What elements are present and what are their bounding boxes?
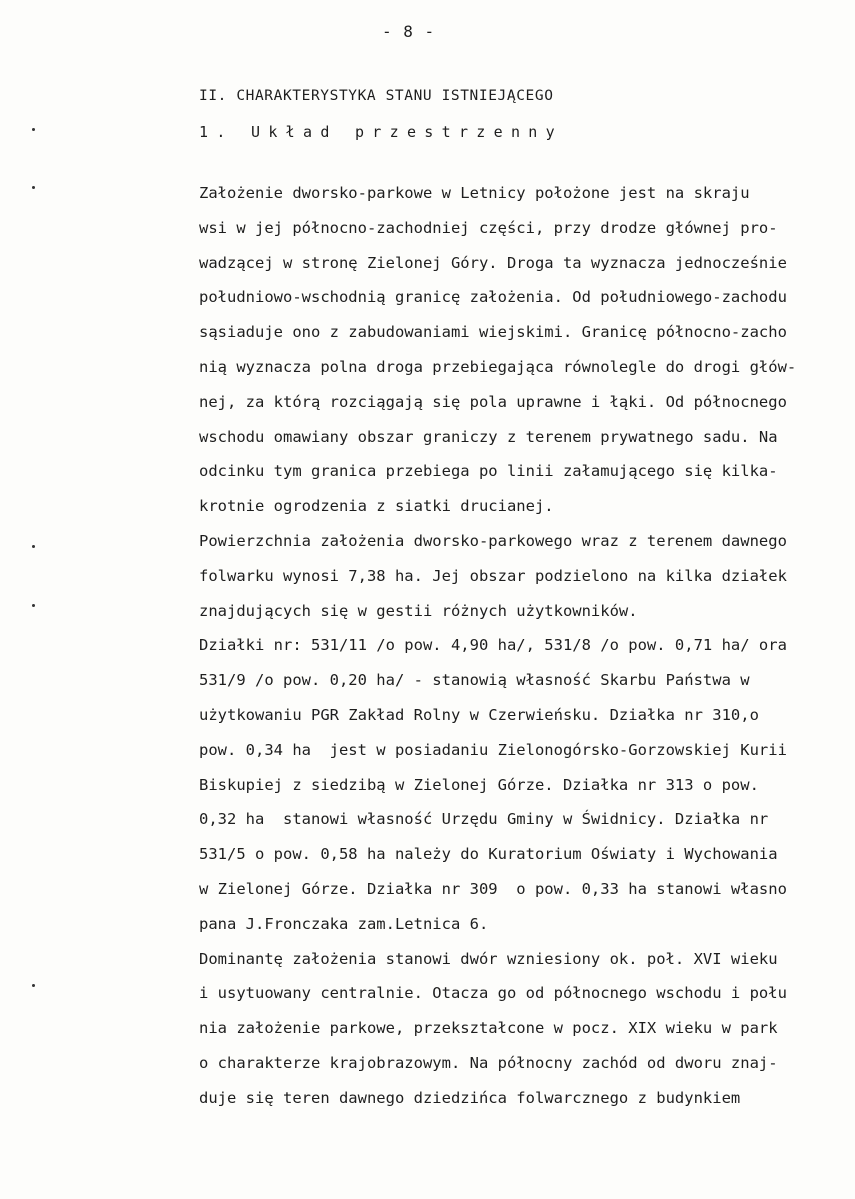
text-line: o charakterze krajobrazowym. Na północny zachód od dworu znaj- [199,1053,778,1072]
margin-mark [32,604,35,607]
text-line: użytkowaniu PGR Zakład Rolny w Czerwieńsku. Działka nr 310,o [199,705,759,724]
text-line: nej, za którą rozciągają się pola uprawne i łąki. Od północnego [199,392,787,411]
text-line: duje się teren dawnego dziedzińca folwarcznego z budynkiem [199,1088,741,1107]
text-line: i usytuowany centralnie. Otacza go od północnego wschodu i połu [199,984,787,1003]
text-line: 531/5 o pow. 0,58 ha należy do Kuratorium Oświaty i Wychowania [199,845,778,864]
margin-mark [32,128,35,131]
text-line: 531/9 /o pow. 0,20 ha/ - stanowią własność Skarbu Państwa w [199,671,750,690]
margin-mark [32,984,35,987]
text-line: południowo-wschodnią granicę założenia. Od południowego-zachodu [199,288,787,307]
text-line: wadzącej w stronę Zielonej Góry. Droga ta wyznacza jednocześnie [199,253,787,272]
text-line: sąsiaduje ono z zabudowaniami wiejskimi. Granicę północno-zacho [199,323,787,342]
text-line: wschodu omawiany obszar graniczy z terenem prywatnego sadu. Na [199,427,778,446]
text-line: krotnie ogrodzenia z siatki drucianej. [199,497,554,516]
text-line: odcinku tym granica przebiega po linii załamującego się kilka- [199,462,778,481]
section-heading: II. CHARAKTERYSTYKA STANU ISTNIEJĄCEGO [199,88,554,104]
text-line: Założenie dworsko-parkowe w Letnicy położone jest na skraju [199,184,750,202]
text-line: Powierzchnia założenia dworsko-parkowego wraz z terenem dawnego [199,531,787,550]
text-line: znajdujących się w gestii różnych użytkowników. [199,601,638,620]
text-line: w Zielonej Górze. Działka nr 309 o pow. 0,33 ha stanowi własno [199,879,787,898]
text-line: nią wyznacza polna droga przebiegająca równolegle do drogi głów- [199,357,797,376]
margin-mark [32,186,35,189]
text-line: wsi w jej północno-zachodniej części, przy drodze głównej pro- [199,218,778,237]
text-line: folwarku wynosi 7,38 ha. Jej obszar podzielono na kilka działek [199,566,787,585]
text-line: nia założenie parkowe, przekształcone w pocz. XIX wieku w park [199,1019,778,1038]
subsection-heading: 1. Układ przestrzenny [199,123,563,141]
page-number: - 8 - [382,22,436,41]
text-line: Dominantę założenia stanowi dwór wzniesiony ok. poł. XVI wieku [199,949,778,968]
text-line: 0,32 ha stanowi własność Urzędu Gminy w Świdnicy. Działka nr [199,810,769,829]
text-line: Działki nr: 531/11 /o pow. 4,90 ha/, 531/8 /o pow. 0,71 ha/ ora [199,636,787,655]
text-line: Biskupiej z siedzibą w Zielonej Górze. Działka nr 313 o pow. [199,775,759,794]
body-text [199,176,855,1116]
margin-mark [32,545,35,548]
text-line: pana J.Fronczaka zam.Letnica 6. [199,914,489,933]
text-line: pow. 0,34 ha jest w posiadaniu Zielonogórsko-Gorzowskiej Kurii [199,740,787,759]
